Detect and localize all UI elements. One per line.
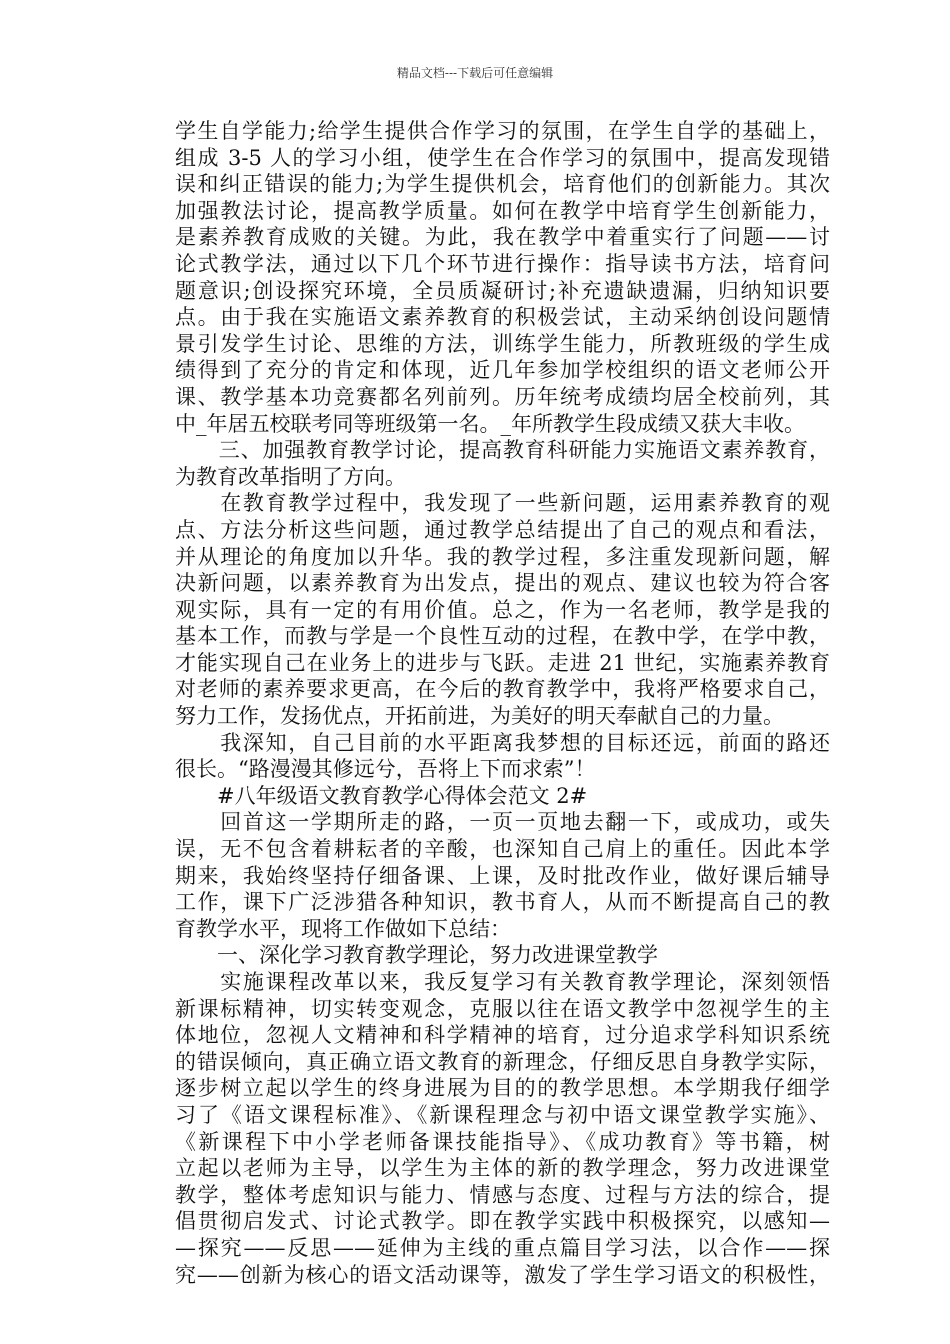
text-line: 倡贯彻启发式、讨论式教学。即在教学实践中积极探究，以感知— xyxy=(175,1209,830,1234)
text-line: 绩得到了充分的肯定和体现，近几年参加学校组织的语文老师公开 xyxy=(175,358,830,383)
document-body xyxy=(175,118,830,1288)
text-line: 景引发学生讨论、思维的方法，训练学生能力，所教班级的学生成 xyxy=(175,331,830,356)
text-line: 决新问题，以素养教育为出发点，提出的观点、建议也较为符合客 xyxy=(175,571,830,596)
text-line: 在教育教学过程中，我发现了一些新问题，运用素养教育的观 xyxy=(175,491,830,516)
text-line: 误，无不包含着耕耘者的辛酸，也深知自己肩上的重任。因此本学 xyxy=(175,837,830,862)
text-line: 观实际，具有一定的有用价值。总之，作为一名老师，教学是我的 xyxy=(175,597,830,622)
text-line: #八年级语文教育教学心得体会范文 2# xyxy=(175,783,588,808)
text-line: 为教育改革指明了方向。 xyxy=(175,464,406,489)
text-line: 学生自学能力;给学生提供合作学习的氛围，在学生自学的基础上， xyxy=(175,119,830,143)
text-line: 三、加强教育教学讨论，提高教育科研能力实施语文素养教育， xyxy=(175,438,830,463)
text-line: 中_年居五校联考同等班级第一名。_年所教学生段成绩又获大丰收。 xyxy=(175,411,805,436)
text-line: 立起以老师为主导，以学生为主体的新的教学理念，努力改进课堂 xyxy=(175,1156,830,1181)
text-line: 实施课程改革以来，我反复学习有关教育教学理论，深刻领悟 xyxy=(175,970,830,994)
text-line: 逐步树立起以学生的终身进展为目的的教学思想。本学期我仔细学 xyxy=(175,1076,830,1101)
text-line: 组成 3-5 人的学习小组，使学生在合作学习的氛围中，提高发现错 xyxy=(175,145,830,170)
page-header: 精品文档---下载后可任意编辑 xyxy=(396,66,554,80)
text-line: 的错误倾向，真正确立语文教育的新理念，仔细反思自身教学实际， xyxy=(175,1049,830,1074)
text-line: 教学，整体考虑知识与能力、情感与态度、过程与方法的综合，提 xyxy=(175,1182,830,1207)
text-line: 工作，课下广泛涉猎各种知识，教书育人，从而不断提高自己的教 xyxy=(175,890,830,915)
text-line: 一、深化学习教育教学理论，努力改进课堂教学 xyxy=(175,943,658,968)
text-line: 体地位，忽视人文精神和科学精神的培育，过分追求学科知识系统 xyxy=(175,1023,830,1048)
text-line: 题意识;创设探究环境，全员质凝研讨;补充遗缺遗漏，归纳知识要 xyxy=(175,278,830,303)
text-line: 育教学水平，现将工作做如下总结： xyxy=(175,916,511,941)
text-line: 新课标精神，切实转变观念，克服以往在语文教学中忽视学生的主 xyxy=(175,996,830,1021)
text-line: 点。由于我在实施语文素养教育的积极尝试，主动采纳创设问题情 xyxy=(175,305,830,330)
text-line: 误和纠正错误的能力;为学生提供机会，培育他们的创新能力。其次 xyxy=(175,172,830,197)
text-line: 回首这一学期所走的路，一页一页地去翻一下，或成功，或失 xyxy=(175,810,830,835)
text-line: 对老师的素养要求更高，在今后的教育教学中，我将严格要求自己， xyxy=(175,677,830,702)
text-line: 论式教学法，通过以下几个环节进行操作：指导读书方法，培育问 xyxy=(175,251,830,276)
text-line: 我深知，自己目前的水平距离我梦想的目标还远，前面的路还 xyxy=(175,730,830,755)
text-line: 《新课程下中小学老师备课技能指导》、《成功教育》等书籍，树 xyxy=(175,1129,830,1154)
text-line: 加强教法讨论，提高教学质量。如何在教学中培育学生创新能力， xyxy=(175,198,830,223)
text-line: 并从理论的角度加以升华。我的教学过程，多注重发现新问题，解 xyxy=(175,544,830,569)
text-line: 点、方法分析这些问题，通过教学总结提出了自己的观点和看法， xyxy=(175,517,830,542)
text-line: 课、教学基本功竞赛都名列前列。历年统考成绩均居全校前列，其 xyxy=(175,384,830,409)
text-line: 基本工作，而教与学是一个良性互动的过程，在教中学，在学中教， xyxy=(175,624,830,649)
text-line: 才能实现自己在业务上的进步与飞跃。走进 21 世纪，实施素养教育 xyxy=(175,650,830,675)
text-line: 是素养教育成败的关键。为此，我在教学中着重实行了问题——讨 xyxy=(175,225,830,250)
text-line: 习了《语文课程标准》、《新课程理念与初中语文课堂教学实施》、 xyxy=(175,1102,830,1127)
text-line: 期来，我始终坚持仔细备课、上课，及时批改作业，做好课后辅导 xyxy=(175,863,830,888)
text-line: 究——创新为核心的语文活动课等，激发了学生学习语文的积极性， xyxy=(175,1262,830,1287)
text-line: —探究——反思——延伸为主线的重点篇目学习法，以合作——探 xyxy=(175,1235,830,1260)
text-line: 努力工作，发扬优点，开拓前进，为美好的明天奉献自己的力量。 xyxy=(175,704,784,729)
text-line: 很长。“路漫漫其修远兮，吾将上下而求索”！ xyxy=(175,757,596,782)
